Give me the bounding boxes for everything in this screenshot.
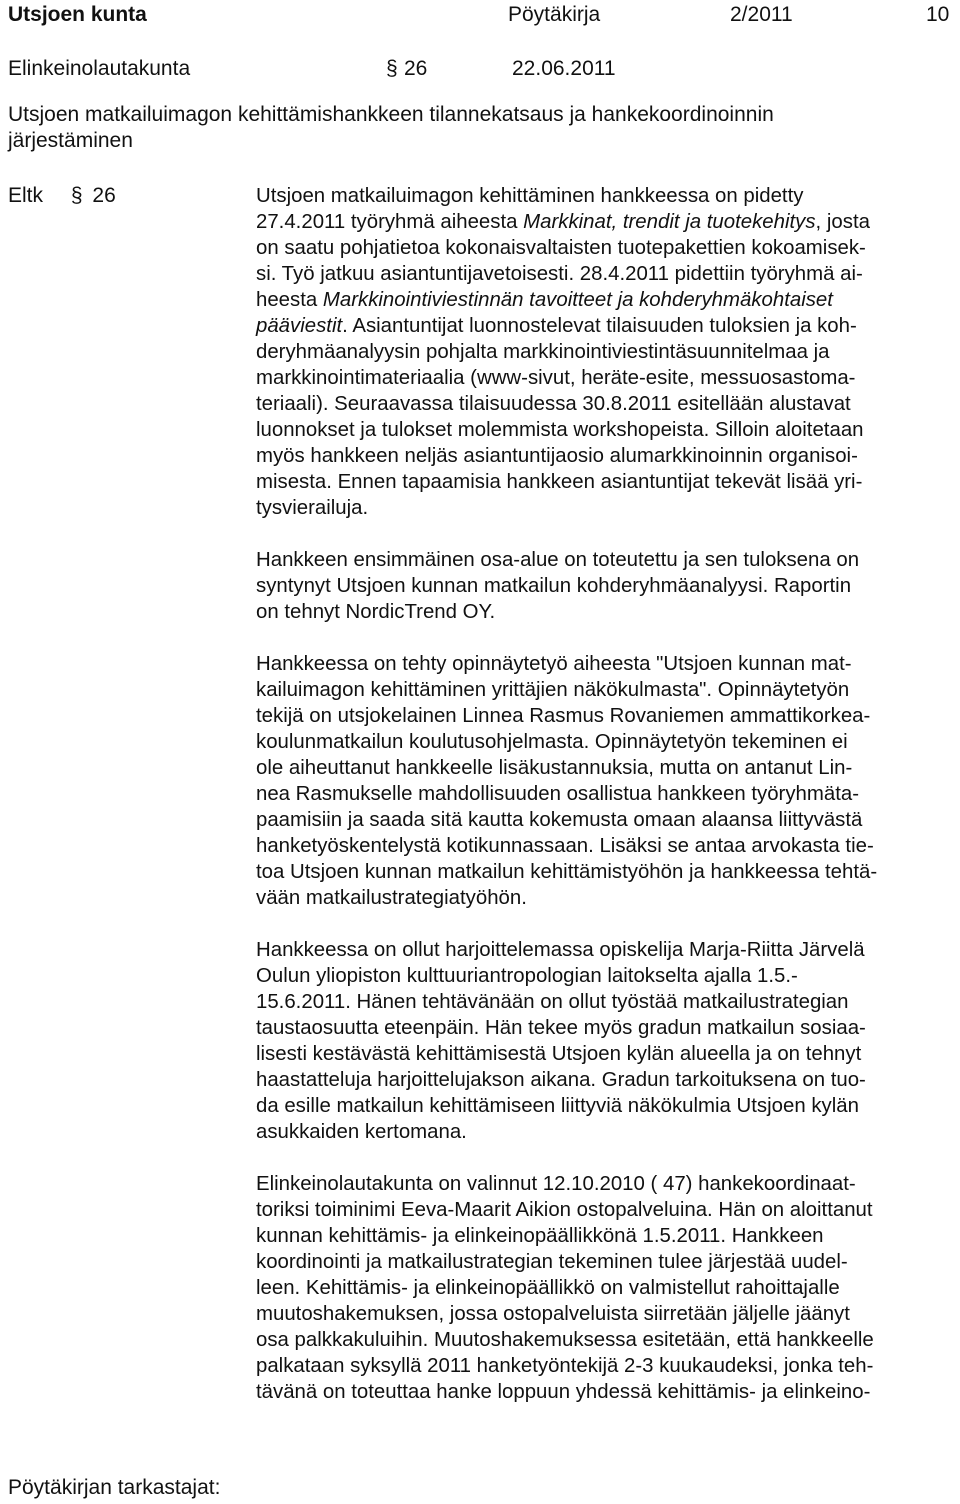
text-segment: 15.6.2011. Hänen tehtävänään on ollut työstää matkailustrategian (256, 991, 849, 1013)
reference-section-mark: § (70, 184, 83, 207)
body-line (256, 417, 877, 443)
paragraph-gap (256, 625, 877, 651)
text-segment: tekijä on utsjokelainen Linnea Rasmus Rovaniemen ammattikorkea- (256, 705, 871, 727)
text-segment: luonnokset ja tulokset molemmista workshopeista. Silloin aloitetaan (256, 419, 864, 441)
body-line (256, 937, 877, 963)
text-segment: Hankkeessa on tehty opinnäytetyö aiheesta "Utsjoen kunnan mat- (256, 653, 852, 675)
body-line (256, 469, 877, 495)
text-segment: haastatteluja harjoittelujakson aikana. Gradun tarkoituksena on tuo- (256, 1069, 866, 1091)
text-segment: muutoshakemuksen, jossa ostopalveluista siirretään jäljelle jäänyt (256, 1303, 850, 1325)
text-segment: nea Rasmukselle mahdollisuuden osallistua hankkeen työryhmäta- (256, 783, 859, 805)
section-number: 26 (404, 57, 428, 80)
body-line (256, 729, 877, 755)
text-segment: 27.4.2011 työryhmä aiheesta (256, 211, 524, 233)
text-segment: toriksi toiminimi Eeva-Maarit Aikion ostopalveluina. Hän on aloittanut (256, 1199, 873, 1221)
text-segment: tysvierailuja. (256, 497, 369, 519)
body-line (256, 677, 877, 703)
body-line (256, 1197, 877, 1223)
text-segment: paamisiin ja saada sitä kautta kokemusta omaan alaansa liittyvästä (256, 809, 863, 831)
section-title (8, 102, 774, 154)
text-segment: kunnan kehittämis- ja elinkeinopäällikkönä 1.5.2011. Hankkeen (256, 1225, 824, 1247)
municipality-name: Utsjoen kunta (8, 3, 147, 26)
body-line (256, 1171, 877, 1197)
text-segment: misesta. Ennen tapaamisia hankkeen asiantuntijat tekevät lisää yri- (256, 471, 863, 493)
body-line (256, 1327, 877, 1353)
text-segment: Utsjoen matkailuimagon kehittäminen hankkeessa on pidetty (256, 185, 804, 207)
italic-text: Markkinat, trendit ja tuotekehitys (523, 211, 816, 233)
paragraph-gap (256, 1145, 877, 1171)
text-segment: koordinointi ja matkailustrategian tekeminen tulee järjestää uudel- (256, 1251, 848, 1273)
text-segment: myös hankkeen neljäs asiantuntijaosio alumarkkinoinnin organisoi- (256, 445, 858, 467)
document-number: 2/2011 (730, 3, 793, 26)
reference-board: Eltk (8, 184, 44, 207)
body-line (256, 1301, 877, 1327)
body-line (256, 313, 877, 339)
body-line (256, 781, 877, 807)
body-line (256, 443, 877, 469)
text-segment: asukkaiden kertomana. (256, 1121, 467, 1143)
body-line (256, 365, 877, 391)
text-segment: , josta (815, 211, 870, 233)
body-line (256, 963, 877, 989)
text-segment: leen. Kehittämis- ja elinkeinopäällikkö on valmistellut rahoittajalle (256, 1277, 840, 1299)
text-segment: da esille matkailun kehittämiseen liittyviä näkökulmia Utsjoen kylän (256, 1095, 859, 1117)
minutes-reviewers-label: Pöytäkirjan tarkastajat: (8, 1476, 221, 1499)
text-segment: markkinointimateriaalia (www-sivut, heräte-esite, messuosastoma- (256, 367, 856, 389)
body-line (256, 989, 877, 1015)
text-segment: kailuimagon kehittäminen yrittäjien näkökulmasta". Opinnäytetyön (256, 679, 850, 701)
body-line (256, 807, 877, 833)
body-line (256, 1067, 877, 1093)
italic-text: Markkinointiviestinnän tavoitteet ja kohderyhmäkohtaiset (322, 289, 833, 311)
body-line (256, 209, 877, 235)
body-line (256, 1015, 877, 1041)
text-segment: tävänä on toteuttaa hanke loppuun yhdessä kehittämis- ja elinkeino- (256, 1381, 871, 1403)
meeting-date: 22.06.2011 (512, 57, 616, 80)
body-line (256, 261, 877, 287)
section-title-line: järjestäminen (8, 129, 133, 152)
text-segment: teriaali). Seuraavassa tilaisuudessa 30.8.2011 esitellään alustavat (256, 393, 851, 415)
text-segment: Hankkeen ensimmäinen osa-alue on toteutettu ja sen tuloksena on (256, 549, 860, 571)
text-segment: osa palkkakuluihin. Muutoshakemuksessa esitetään, että hankkeelle (256, 1329, 874, 1351)
body-line (256, 651, 877, 677)
section-title-line: Utsjoen matkailuimagon kehittämishankkeen tilannekatsaus ja hankekoordinoinnin (8, 103, 774, 126)
text-segment: Elinkeinolautakunta on valinnut 12.10.2010 ( 47) hankekoordinaat- (256, 1173, 856, 1195)
body-line (256, 703, 877, 729)
body-line (256, 183, 877, 209)
text-segment: taustaosuutta eteenpäin. Hän tekee myös gradun matkailun sosiaa- (256, 1017, 866, 1039)
text-segment: on saatu pohjatietoa kokonaisvaltaisten tuotepakettien kokoamisek- (256, 237, 866, 259)
text-segment: toa Utsjoen kunnan matkailun kehittämistyöhön ja hankkeessa tehtä- (256, 861, 878, 883)
body-line (256, 859, 877, 885)
text-segment: syntynyt Utsjoen kunnan matkailun kohderyhmäanalyysi. Raportin (256, 575, 852, 597)
text-segment: . Asiantuntijat luonnostelevat tilaisuuden tuloksien ja koh- (342, 315, 857, 337)
text-segment: koulunmatkailun koulutusohjelmasta. Opinnäytetyön tekeminen ei (256, 731, 848, 753)
text-segment: hanketyöskentelystä kotikunnassaan. Lisäksi se antaa arvokasta tie- (256, 835, 874, 857)
body-line (256, 1249, 877, 1275)
text-segment: ole aiheuttanut hankkeelle lisäkustannuksia, mutta on antanut Lin- (256, 757, 853, 779)
body-line (256, 885, 877, 911)
body-line (256, 1275, 877, 1301)
body-line (256, 235, 877, 261)
document-type: Pöytäkirja (508, 3, 601, 26)
body-line (256, 755, 877, 781)
section-reference (8, 183, 116, 209)
body-line (256, 1353, 877, 1379)
body-line (256, 1379, 877, 1405)
body-line (256, 495, 877, 521)
body-line (256, 573, 877, 599)
body-line (256, 599, 877, 625)
italic-text: pääviestit (256, 315, 343, 337)
paragraph-gap (256, 911, 877, 937)
body-text (256, 183, 877, 1405)
body-line (256, 391, 877, 417)
text-segment: Hankkeessa on ollut harjoittelemassa opiskelija Marja-Riitta Järvelä (256, 939, 865, 961)
text-segment: Oulun yliopiston kulttuuriantropologian laitokselta ajalla 1.5.- (256, 965, 798, 987)
body-line (256, 833, 877, 859)
text-segment: vään matkailustrategiatyöhön. (256, 887, 527, 909)
body-line (256, 1119, 877, 1145)
section-mark: § (386, 57, 398, 80)
body-line (256, 339, 877, 365)
paragraph-gap (256, 521, 877, 547)
text-segment: palkataan syksyllä 2011 hanketyöntekijä 2-3 kuukaudeksi, jonka teh- (256, 1355, 874, 1377)
text-segment: deryhmäanalyysin pohjalta markkinointiviestintäsuunnitelmaa ja (256, 341, 830, 363)
text-segment: lisesti kestävästä kehittämisestä Utsjoen kylän alueella ja on tehnyt (256, 1043, 862, 1065)
text-segment: heesta (256, 289, 323, 311)
board-name: Elinkeinolautakunta (8, 57, 191, 80)
page-number: 10 (926, 3, 950, 26)
body-line (256, 287, 877, 313)
body-line (256, 1041, 877, 1067)
body-line (256, 1223, 877, 1249)
text-segment: si. Työ jatkuu asiantuntijavetoisesti. 28.4.2011 pidettiin työryhmä ai- (256, 263, 863, 285)
body-line (256, 1093, 877, 1119)
text-segment: on tehnyt NordicTrend OY. (256, 601, 496, 623)
body-line (256, 547, 877, 573)
reference-section-number: 26 (92, 184, 116, 207)
